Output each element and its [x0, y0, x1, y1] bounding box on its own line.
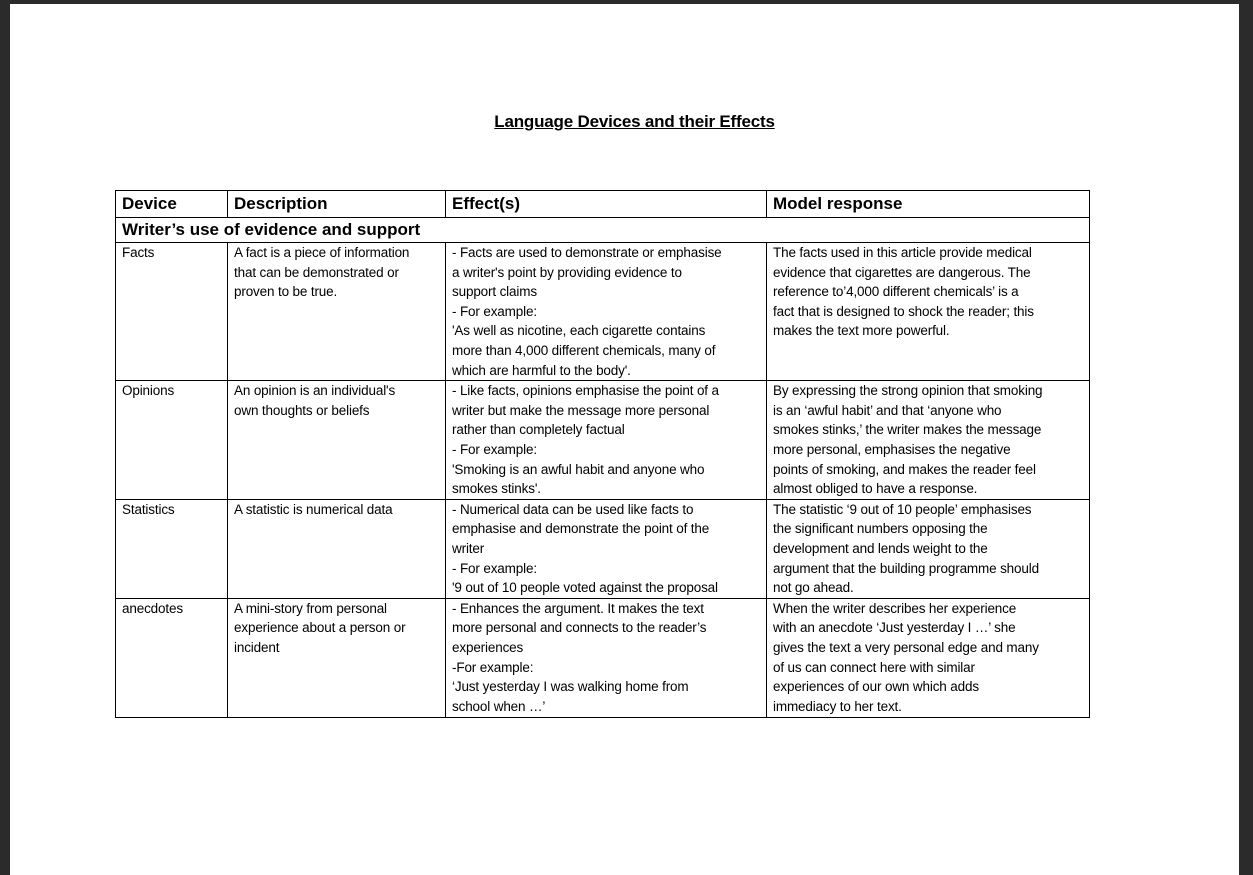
- effects-line: a writer's point by providing evidence to: [452, 264, 682, 280]
- effects-cell: [446, 499, 767, 598]
- table-row: [116, 243, 1090, 381]
- device-cell: Statistics: [116, 499, 228, 598]
- model-line: The facts used in this article provide medical: [773, 245, 1032, 260]
- effects-line: 'Smoking is an awful habit and anyone who: [452, 461, 705, 477]
- table-row: [116, 598, 1090, 717]
- model-line: The statistic ‘9 out of 10 people’ emphasises: [773, 501, 1032, 517]
- model-line: points of smoking, and makes the reader feel: [773, 461, 1036, 477]
- effects-line: - Facts are used to demonstrate or emphasise: [452, 245, 722, 260]
- device-cell: Opinions: [116, 381, 228, 500]
- model-line: fact that is designed to shock the reader; this: [773, 303, 1034, 319]
- effects-line: writer but make the message more personal: [452, 402, 710, 418]
- model-line: experiences of our own which adds: [773, 679, 979, 695]
- model-line: When the writer describes her experience: [773, 600, 1017, 616]
- effects-line: - Numerical data can be used like facts to: [452, 501, 694, 517]
- effects-line: school when …’: [452, 698, 546, 714]
- model-line: the significant numbers opposing the: [773, 521, 988, 537]
- effects-line: - Enhances the argument. It makes the text: [452, 600, 704, 616]
- model-line: gives the text a very personal edge and many: [773, 639, 1039, 655]
- description-line: own thoughts or beliefs: [234, 402, 370, 418]
- description-cell: [228, 598, 446, 717]
- table-row: [116, 381, 1090, 500]
- description-line: that can be demonstrated or: [234, 264, 399, 280]
- effects-line: - For example:: [452, 441, 537, 457]
- model-line: smokes stinks,’ the writer makes the message: [773, 422, 1042, 438]
- effects-cell: [446, 381, 767, 500]
- model-line: reference to’4,000 different chemicals’ is a: [773, 284, 1019, 300]
- effects-line: rather than completely factual: [452, 422, 625, 438]
- model-line: argument that the building programme should: [773, 560, 1039, 576]
- effects-line: '9 out of 10 people voted against the proposal: [452, 580, 718, 596]
- device-cell: Facts: [116, 243, 228, 381]
- device-cell: anecdotes: [116, 598, 228, 717]
- description-line: incident: [234, 639, 280, 655]
- effects-line: which are harmful to the body'.: [452, 362, 631, 378]
- header-device: Device: [116, 191, 228, 218]
- description-line: A mini-story from personal: [234, 600, 387, 616]
- effects-line: -For example:: [452, 659, 534, 675]
- model-response-cell: [767, 243, 1090, 381]
- effects-line: - Like facts, opinions emphasise the point of a: [452, 383, 719, 399]
- description-line: proven to be true.: [234, 284, 338, 300]
- effects-line: writer: [452, 540, 485, 556]
- description-cell: [228, 381, 446, 500]
- effects-line: experiences: [452, 639, 524, 655]
- model-response-cell: [767, 598, 1090, 717]
- section-heading-row: [116, 218, 1090, 243]
- model-line: evidence that cigarettes are dangerous. The: [773, 264, 1031, 280]
- model-line: not go ahead.: [773, 580, 854, 596]
- header-model-response: Model response: [767, 191, 1090, 218]
- model-line: almost obliged to have a response.: [773, 481, 978, 497]
- document-page: [10, 4, 1239, 875]
- description-line: An opinion is an individual's: [234, 383, 396, 399]
- effects-line: smokes stinks'.: [452, 481, 541, 497]
- effects-line: more personal and connects to the reader’s: [452, 620, 707, 636]
- description-line: A statistic is numerical data: [234, 501, 393, 517]
- description-cell: [228, 499, 446, 598]
- model-line: development and lends weight to the: [773, 540, 988, 556]
- effects-line: - For example:: [452, 560, 537, 576]
- table-header-row: [116, 191, 1090, 218]
- header-effects: Effect(s): [446, 191, 767, 218]
- model-line: By expressing the strong opinion that smoking: [773, 383, 1043, 399]
- model-line: is an ‘awful habit’ and that ‘anyone who: [773, 402, 1002, 418]
- model-line: makes the text more powerful.: [773, 323, 950, 339]
- effects-line: 'As well as nicotine, each cigarette contains: [452, 323, 706, 339]
- effects-line: more than 4,000 different chemicals, many of: [452, 342, 716, 358]
- effects-line: emphasise and demonstrate the point of the: [452, 521, 710, 537]
- table-row: [116, 499, 1090, 598]
- description-line: A fact is a piece of information: [234, 245, 410, 260]
- model-response-cell: [767, 499, 1090, 598]
- document-title: Language Devices and their Effects: [494, 112, 775, 131]
- section-heading: Writer’s use of evidence and support: [116, 218, 1090, 243]
- model-response-cell: [767, 381, 1090, 500]
- language-devices-table: [115, 190, 1090, 718]
- model-line: more personal, emphasises the negative: [773, 441, 1011, 457]
- effects-line: support claims: [452, 284, 537, 300]
- header-description: Description: [228, 191, 446, 218]
- effects-line: ‘Just yesterday I was walking home from: [452, 679, 689, 695]
- effects-cell: [446, 598, 767, 717]
- model-line: with an anecdote ‘Just yesterday I …’ she: [773, 620, 1016, 636]
- effects-line: - For example:: [452, 303, 537, 319]
- model-line: of us can connect here with similar: [773, 659, 975, 675]
- model-line: immediacy to her text.: [773, 698, 902, 714]
- description-cell: [228, 243, 446, 381]
- description-line: experience about a person or: [234, 620, 406, 636]
- effects-cell: [446, 243, 767, 381]
